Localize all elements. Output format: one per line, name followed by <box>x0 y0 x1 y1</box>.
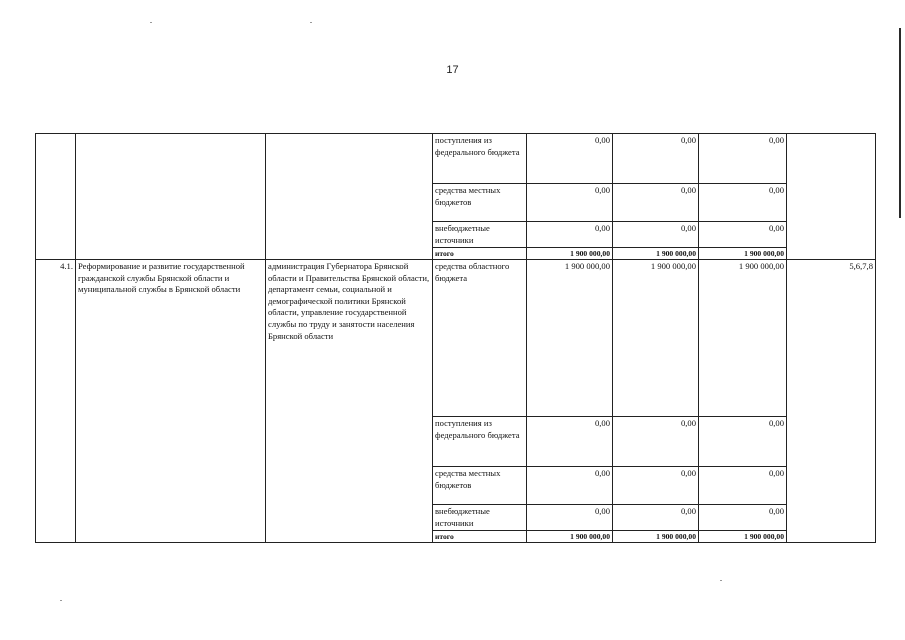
measure-indicators: 5,6,7,8 <box>787 260 876 543</box>
budget-table <box>35 133 876 543</box>
amount-cell: 0,00 <box>613 222 699 248</box>
amount-cell: 0,00 <box>699 417 787 467</box>
source-cell: поступления из федерального бюджета <box>433 417 527 467</box>
scan-speck <box>150 22 152 23</box>
title-cell-empty <box>76 134 266 260</box>
total-amount: 1 900 000,00 <box>699 248 787 260</box>
table-row <box>36 134 876 184</box>
total-amount: 1 900 000,00 <box>699 531 787 543</box>
measure-executor: администрация Губернатора Брянской области и Правительства Брянской области, департамент семьи, социальной и демографической политики Брянской области, управление государственной службы по труду и занятости населения Брянской области <box>266 260 433 543</box>
amount-cell: 0,00 <box>699 184 787 222</box>
amount-cell: 0,00 <box>613 134 699 184</box>
total-label: итого <box>433 531 527 543</box>
amount-cell: 0,00 <box>527 505 613 531</box>
source-cell: средства областного бюджета <box>433 260 527 417</box>
amount-cell: 0,00 <box>613 417 699 467</box>
executor-cell-empty <box>266 134 433 260</box>
amount-cell: 0,00 <box>613 505 699 531</box>
source-cell: поступления из федерального бюджета <box>433 134 527 184</box>
total-amount: 1 900 000,00 <box>527 248 613 260</box>
source-cell: внебюджетные источники <box>433 505 527 531</box>
amount-cell: 1 900 000,00 <box>613 260 699 417</box>
scan-speck <box>60 600 62 601</box>
table-row <box>36 260 876 417</box>
source-cell: внебюджетные источники <box>433 222 527 248</box>
amount-cell: 0,00 <box>527 134 613 184</box>
amount-cell: 0,00 <box>699 222 787 248</box>
scan-edge-mark <box>899 28 901 218</box>
total-amount: 1 900 000,00 <box>527 531 613 543</box>
scan-speck <box>310 22 312 23</box>
measure-number: 4.1. <box>36 260 76 543</box>
amount-cell: 1 900 000,00 <box>527 260 613 417</box>
source-cell: средства местных бюджетов <box>433 184 527 222</box>
number-cell-empty <box>36 134 76 260</box>
amount-cell: 1 900 000,00 <box>699 260 787 417</box>
amount-cell: 0,00 <box>613 467 699 505</box>
measure-title: Реформирование и развитие государственной гражданской службы Брянской области и муниципальной службы в Брянской области <box>76 260 266 543</box>
indicator-cell-empty <box>787 134 876 260</box>
page-number: 17 <box>446 64 459 76</box>
amount-cell: 0,00 <box>613 184 699 222</box>
scan-speck <box>720 580 722 581</box>
total-amount: 1 900 000,00 <box>613 531 699 543</box>
source-cell: средства местных бюджетов <box>433 467 527 505</box>
amount-cell: 0,00 <box>699 505 787 531</box>
amount-cell: 0,00 <box>699 467 787 505</box>
amount-cell: 0,00 <box>527 184 613 222</box>
amount-cell: 0,00 <box>699 134 787 184</box>
total-amount: 1 900 000,00 <box>613 248 699 260</box>
amount-cell: 0,00 <box>527 467 613 505</box>
amount-cell: 0,00 <box>527 222 613 248</box>
total-label: итого <box>433 248 527 260</box>
amount-cell: 0,00 <box>527 417 613 467</box>
